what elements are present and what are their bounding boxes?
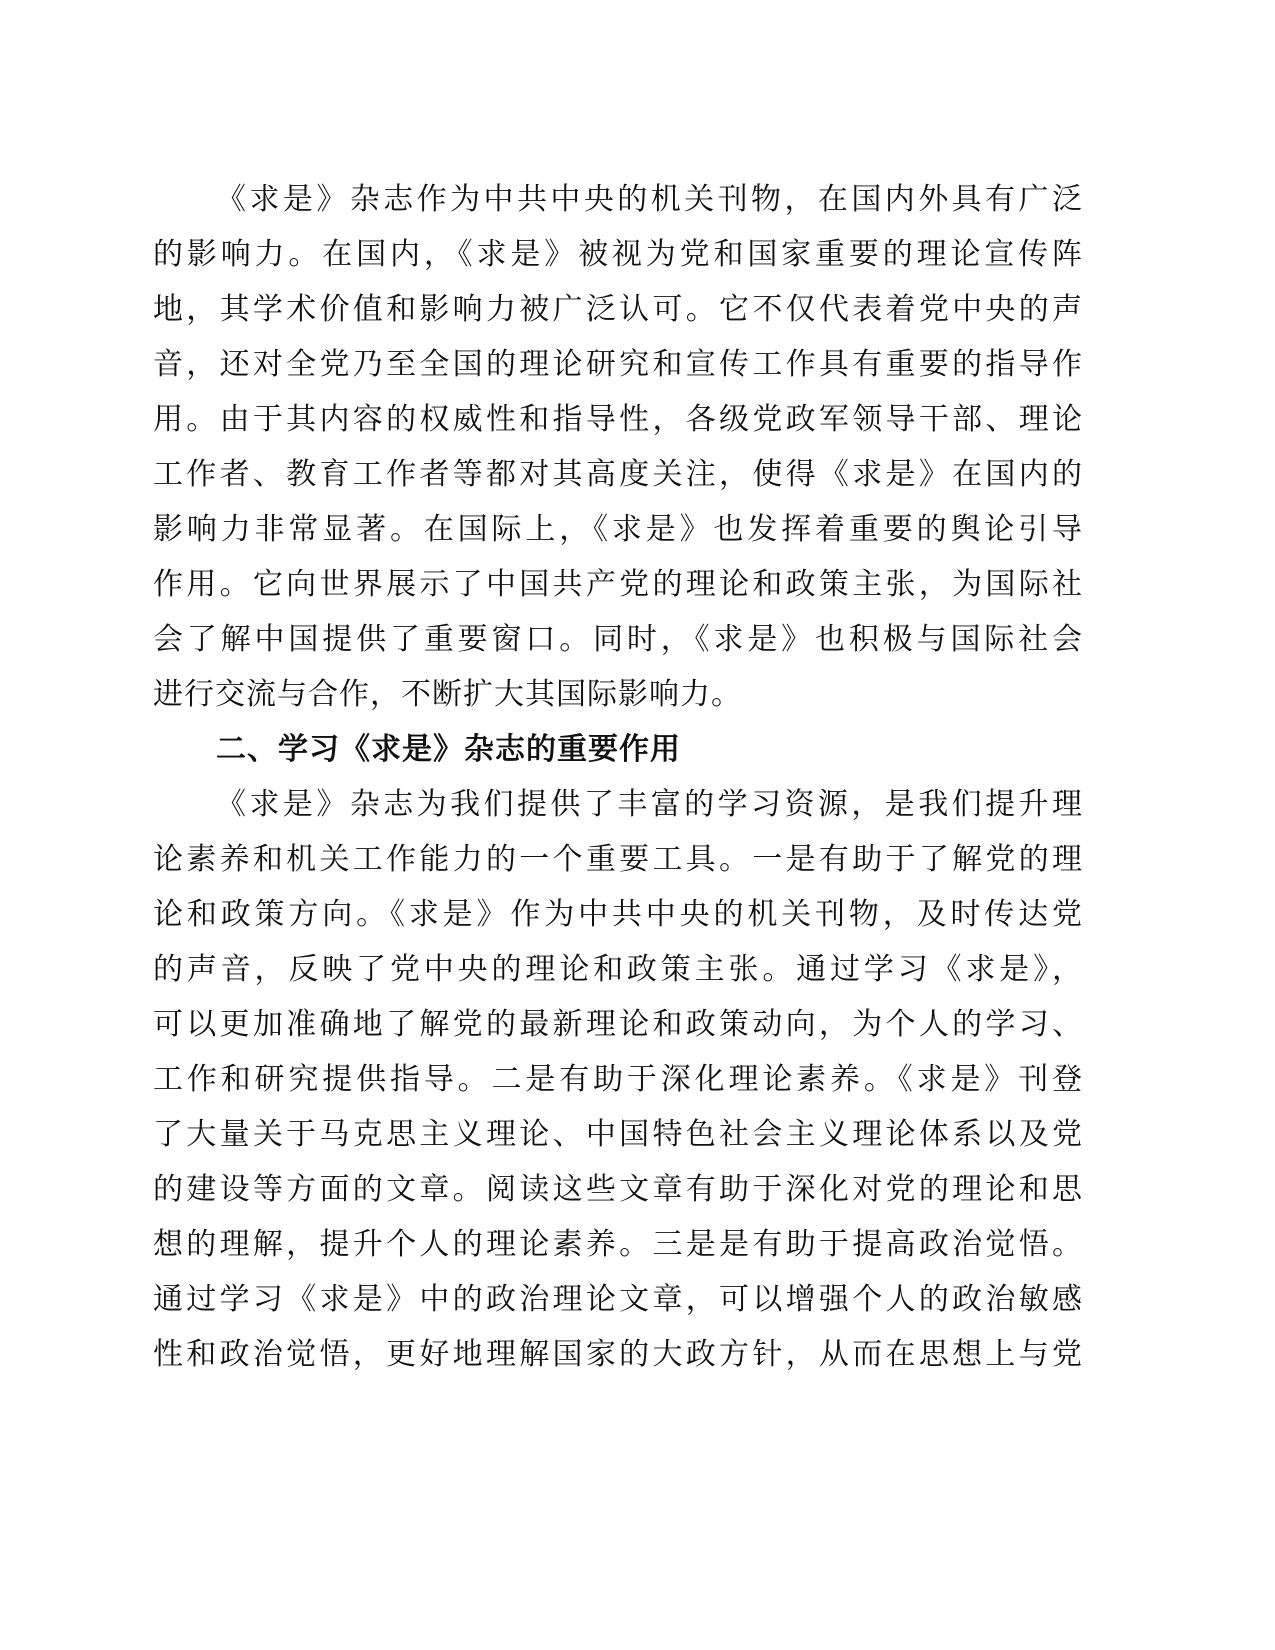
paragraph-line: 会了解中国提供了重要窗口。同时，《求是》也积极与国际社会 [153, 622, 1083, 657]
paragraph-line: 《求是》杂志作为中共中央的机关刊物，在国内外具有广泛 [216, 182, 1083, 217]
paragraph-line: 通过学习《求是》中的政治理论文章，可以增强个人的政治敏感 [153, 1282, 1083, 1317]
paragraph-line: 的影响力。在国内，《求是》被视为党和国家重要的理论宣传阵 [153, 237, 1083, 272]
paragraph-line: 音，还对全党乃至全国的理论研究和宣传工作具有重要的指导作 [153, 347, 1083, 382]
paragraph-line: 进行交流与合作，不断扩大其国际影响力。 [153, 677, 742, 712]
paragraph-line: 地，其学术价值和影响力被广泛认可。它不仅代表着党中央的声 [153, 292, 1083, 327]
paragraph-line: 影响力非常显著。在国际上，《求是》也发挥着重要的舆论引导 [153, 512, 1083, 547]
paragraph-line: 工作和研究提供指导。二是有助于深化理论素养。《求是》刊登 [153, 1062, 1083, 1097]
section-heading: 二、学习《求是》杂志的重要作用 [216, 732, 681, 767]
paragraph-line: 论和政策方向。《求是》作为中共中央的机关刊物，及时传达党 [153, 897, 1083, 932]
paragraph-line: 的声音，反映了党中央的理论和政策主张。通过学习《求是》， [153, 952, 1083, 987]
paragraph-line: 论素养和机关工作能力的一个重要工具。一是有助于了解党的理 [153, 842, 1083, 877]
paragraph-line: 可以更加准确地了解党的最新理论和政策动向，为个人的学习、 [153, 1007, 1083, 1042]
paragraph-line: 想的理解，提升个人的理论素养。三是是有助于提高政治觉悟。 [153, 1227, 1083, 1262]
paragraph-line: 了大量关于马克思主义理论、中国特色社会主义理论体系以及党 [153, 1117, 1083, 1152]
paragraph-line: 的建设等方面的文章。阅读这些文章有助于深化对党的理论和思 [153, 1172, 1083, 1207]
paragraph-line: 作用。它向世界展示了中国共产党的理论和政策主张，为国际社 [153, 567, 1083, 602]
paragraph-line: 工作者、教育工作者等都对其高度关注，使得《求是》在国内的 [153, 457, 1083, 492]
paragraph-line: 《求是》杂志为我们提供了丰富的学习资源，是我们提升理 [216, 787, 1083, 822]
paragraph-line: 性和政治觉悟，更好地理解国家的大政方针，从而在思想上与党 [153, 1337, 1083, 1372]
paragraph-line: 用。由于其内容的权威性和指导性，各级党政军领导干部、理论 [153, 402, 1083, 437]
